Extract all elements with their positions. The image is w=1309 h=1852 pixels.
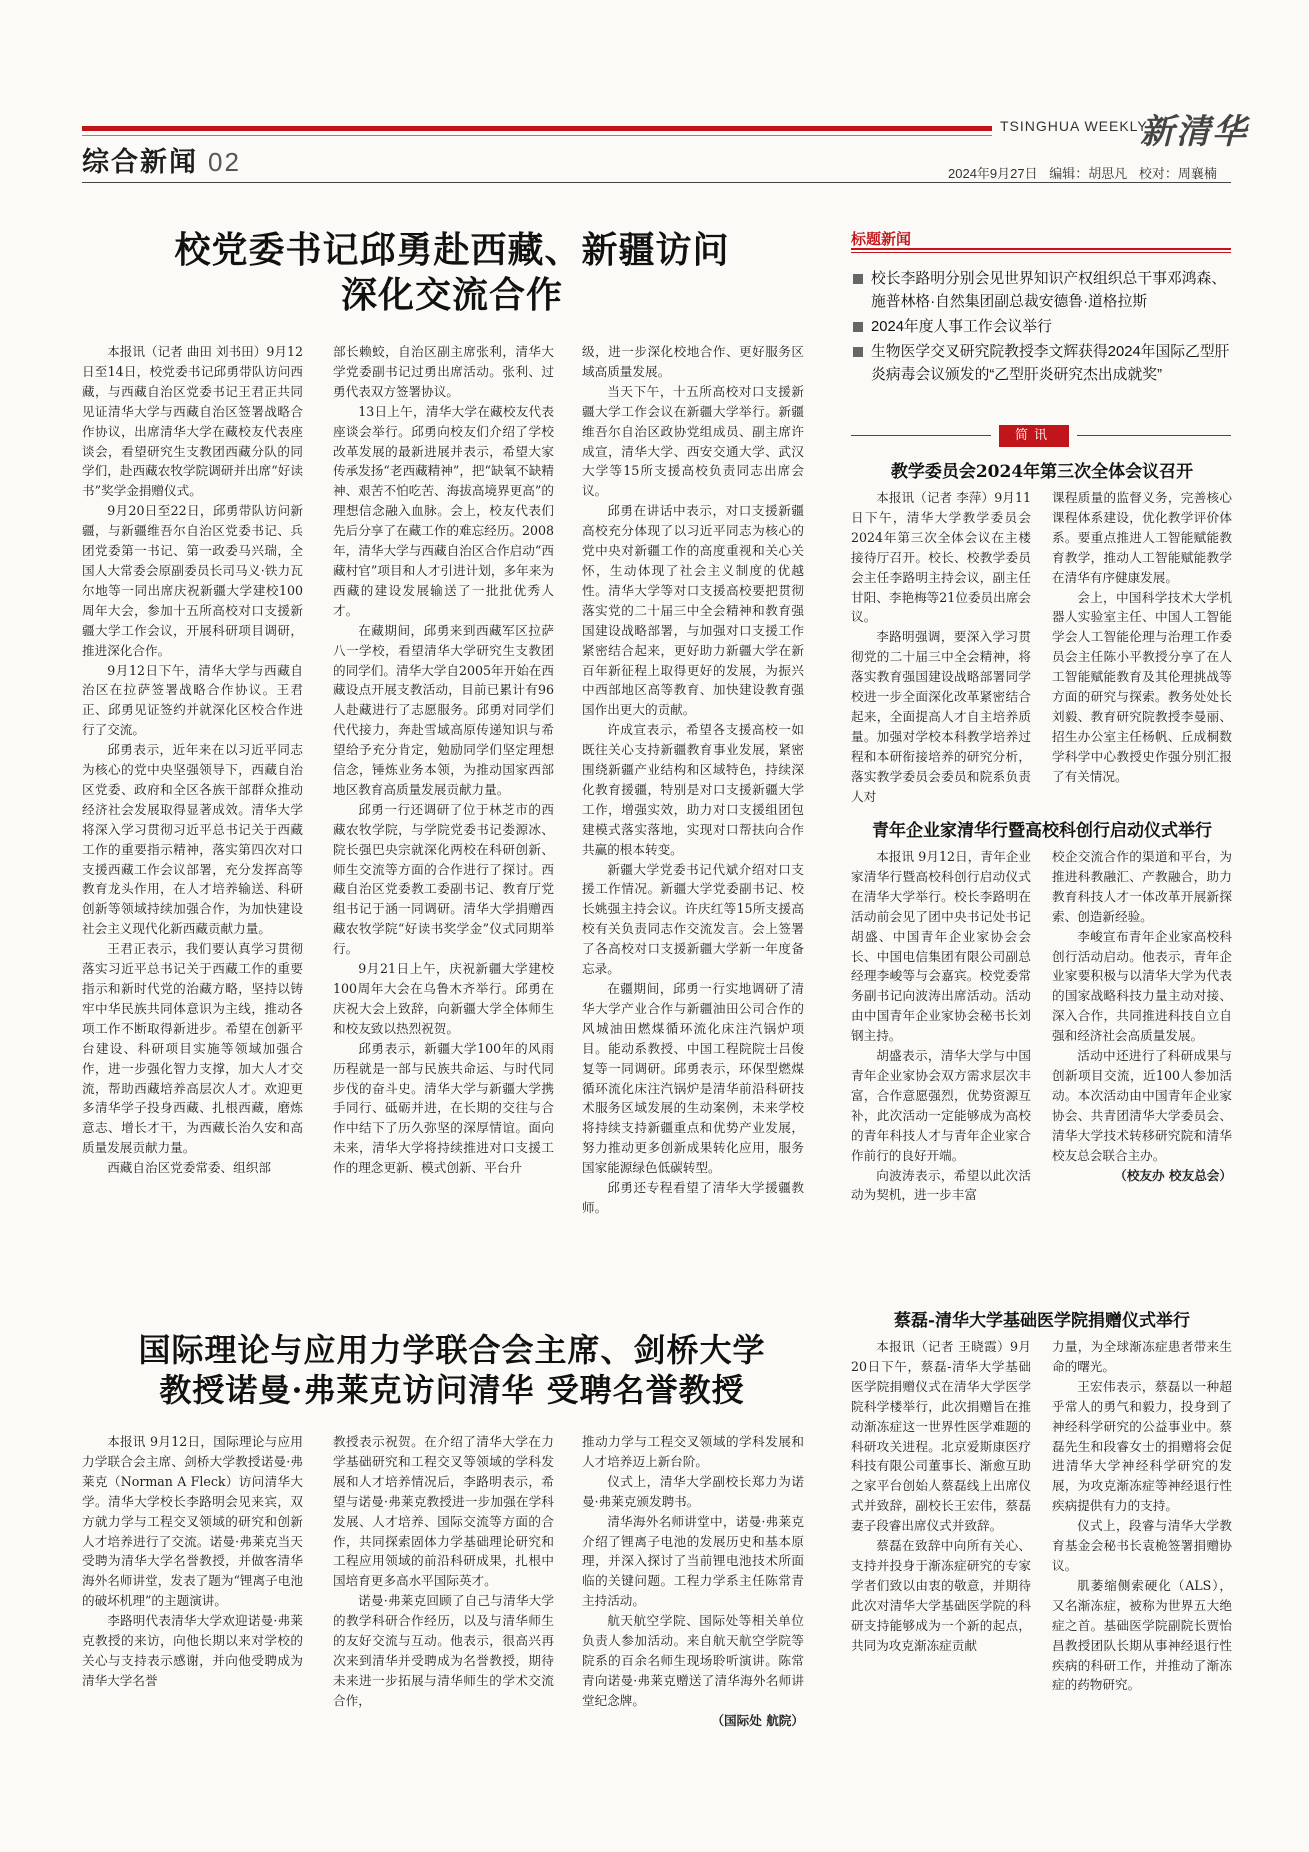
article2-column-3: [582, 1432, 804, 1842]
paragraph: 推动力学与工程交叉领域的学科发展和人才培养迈上新台阶。: [582, 1434, 804, 1469]
brief1-column-1: [851, 488, 1031, 808]
paragraph: 王君正表示，我们要认真学习贯彻落实习近平总书记关于西藏工作的重要指示和新时代党的治藏方略，坚持以铸牢中华民族共同体意识为主线，推动各项工作不断取得新进步。希望在创新平台建设、科研项目实施等领域加强合作，进一步强化智力支撑，加大人才交流，帮助西藏培养高层次人才。欢迎更多清华学子投身西藏、扎根西藏，磨炼意志、增长才干，为西藏长治久安和高质量发展贡献力量。: [82, 941, 303, 1156]
header-divider: [82, 182, 1231, 183]
headline-text: 2024年度人事工作会议举行: [871, 319, 1052, 335]
article1-column-1: [82, 342, 303, 1320]
article1-headline: [82, 228, 822, 318]
paragraph: 课程质量的监督义务，完善核心课程体系建设，优化教学评价体系。要重点推进人工智能赋能教育教学，推动人工智能赋能教学在清华有序健康发展。: [1052, 490, 1232, 585]
brief1-title: 教学委员会2024年第三次全体会议召开: [890, 462, 1194, 482]
paragraph: 李路明代表清华大学欢迎诺曼·弗莱克教授的来访，向他长期以来对学校的关心与支持表示感谢，并向他受聘成为清华大学名誉: [82, 1613, 303, 1688]
paragraph: 王宏伟表示，蔡磊以一种超乎常人的勇气和毅力，投身到了神经科学研究的公益事业中。蔡磊先生和段睿女士的捐赠将会促进清华大学神经科学研究的发展，为攻克渐冻症等神经退行性疾病提供有力的支持。: [1052, 1378, 1232, 1514]
section-title: [82, 140, 241, 179]
square-bullet-icon: [853, 347, 863, 357]
article1-title-line1: 校党委书记邱勇赴西藏、新疆访问: [174, 229, 730, 271]
headline-text: 生物医学交叉研究院教授李文辉获得2024年国际乙型肝炎病毒会议颁发的“乙型肝炎研究杰出成就奖”: [871, 344, 1230, 383]
article2-headline: [82, 1330, 822, 1410]
brief2-column-2: [1052, 847, 1232, 1307]
brief3-title: 蔡磊-清华大学基础医学院捐赠仪式举行: [893, 1311, 1191, 1331]
paragraph: 李路明强调，要深入学习贯彻党的二十届三中全会精神，将落实教育强国建设战略部署同学校进一步全面深化改革紧密结合起来，全面提高人才自主培养质量。加强对学校本科教学培养过程和本研衔接培养的研究分析，落实教学委员会委员和院系负责人对: [851, 629, 1031, 804]
paragraph: 诺曼·弗莱克回顾了自己与清华大学的教学科研合作经历，以及与清华师生的友好交流与互动。他表示，很高兴再次来到清华并受聘成为名誉教授，期待未来进一步拓展与清华师生的学术交流合作，: [333, 1593, 554, 1708]
article2-column-1: [82, 1432, 303, 1842]
brief-divider-right: [1077, 435, 1231, 436]
article2-credit: （国际处 航院）: [711, 1712, 804, 1728]
paragraph: 本报讯 9月12日，青年企业家清华行暨高校科创行启动仪式在清华大学举行。校长李路明在活动前会见了团中央书记处书记胡盛、中国青年企业家协会会长、中国电信集团有限公司副总经理李峻等与会嘉宾。校党委常务副书记向波涛出席活动。活动由中国青年企业家协会秘书长刘钢主持。: [851, 849, 1031, 1044]
paragraph: 李峻宣布青年企业家高校科创行活动启动。他表示，青年企业家要积极与以清华大学为代表的国家战略科技力量主动对接、深入合作，共同推进科技自立自强和经济社会高质量发展。: [1052, 928, 1232, 1044]
brief3-column-1: [851, 1337, 1031, 1842]
paragraph: 13日上午，清华大学在藏校友代表座谈会举行。邱勇向校友们介绍了学校改革发展的最新进展并表示，希望大家传承发扬“老西藏精神”，把“缺氧不缺精神、艰苦不怕吃苦、海拔高境界更高”的理想信念融入血脉。会上，校友代表们先后分享了在藏工作的难忘经历。2008年，清华大学与西藏自治区合作启动“西藏村官”项目和人才引进计划，多年来为西藏的建设发展输送了一批批优秀人才。: [333, 403, 554, 618]
paragraph: 新疆大学党委书记代斌介绍对口支援工作情况。新疆大学党委副书记、校长姚强主持会议。许庆红等15所支援高校有关负责同志作交流发言。会上签署了各高校对口支援新疆大学新一年度备忘录。: [582, 861, 804, 977]
paragraph: 本报讯 9月12日，国际理论与应用力学联合会主席、剑桥大学教授诺曼·弗莱克（Norman A Fleck）访问清华大学。清华大学校长李路明会见来宾，双方就力学与工程交叉领域的研究和创新人才培养进行了交流。诺曼·弗莱克当天受聘为清华大学名誉教授，并做客清华海外名师讲堂，发表了题为“锂离子电池的破坏机理”的主题演讲。: [82, 1434, 303, 1609]
headline-news-heading: 标题新闻: [851, 231, 912, 248]
brief2-title: 青年企业家清华行暨高校科创行启动仪式举行: [872, 821, 1212, 841]
header-red-rule: [82, 126, 992, 131]
paragraph: 仪式上，清华大学副校长郑力为诺曼·弗莱克颁发聘书。: [582, 1473, 804, 1509]
list-item[interactable]: [851, 316, 1233, 339]
paragraph: 许成宣表示，希望各支援高校一如既往关心支持新疆教育事业发展，紧密围绕新疆产业结构和区域特色，持续深化教育援疆，特别是对口支援新疆大学工作，增强实效，助力对口支援组团包建模式落实落地，实现对口帮扶向合作共赢的根本转变。: [582, 722, 804, 857]
sidebar-rule-thin: [851, 252, 1231, 253]
paragraph: 邱勇一行还调研了位于林芝市的西藏农牧学院，与学院党委书记娄源冰、院长强巴央宗就深化两校在科研创新、师生交流等方面的合作进行了探讨。西藏自治区党委教工委副书记、教育厅党组书记于涵一同调研。清华大学捐赠西藏农牧学院“好读书奖学金”仪式同期举行。: [333, 801, 554, 957]
headline-text: 校长李路明分别会见世界知识产权组织总干事邓鸿森、施普林格·自然集团副总裁安德鲁·道格拉斯: [871, 271, 1227, 310]
brand-logo: 新清华: [1140, 112, 1248, 152]
headline-news-list: [851, 268, 1233, 389]
paragraph: 向波涛表示，希望以此次活动为契机，进一步丰富: [851, 1167, 1031, 1203]
paragraph: 9月21日上午，庆祝新疆大学建校100周年大会在乌鲁木齐举行。邱勇在庆祝大会上致辞，向新疆大学全体师生和校友致以热烈祝贺。: [333, 961, 554, 1036]
paragraph: 清华海外名师讲堂中，诺曼·弗莱克介绍了锂离子电池的发展历史和基本原理，并深入探讨了当前锂电池技术所面临的关键问题。工程力学系主任陈常青主持活动。: [582, 1513, 804, 1609]
brief2-column-1: [851, 847, 1031, 1307]
brief-divider-left: [851, 435, 991, 436]
article1-column-2: [333, 342, 554, 1320]
section-name: 综合新闻: [82, 147, 198, 178]
paragraph: 9月20日至22日，邱勇带队访问新疆，与新疆维吾尔自治区党委书记、兵团党委第一书记、第一政委马兴瑞，全国人大常委会原副委员长司马义·铁力瓦尔地等一同出席庆祝新疆大学建校100周年大会，参加十五所高校对口支援新疆大学工作会议，开展科研项目调研，推进深化合作。: [82, 503, 303, 658]
paragraph: 9月12日下午，清华大学与西藏自治区在拉萨签署战略合作协议。王君正、邱勇见证签约并就深化区校合作进行了交流。: [82, 662, 303, 738]
header-gray-rule: [82, 135, 992, 136]
paragraph: 部长赖蛟，自治区副主席张利，清华大学党委副书记过勇出席活动。张利、过勇代表双方签署协议。: [333, 344, 554, 399]
proofreader: 校对：周襄楠: [1138, 166, 1217, 181]
brief1-column-2: [1052, 488, 1232, 808]
dateline: [948, 163, 1217, 182]
paragraph: 教授表示祝贺。在介绍了清华大学在力学基础研究和工程交叉等领域的学科发展和人才培养情况后，李路明表示，希望与诺曼·弗莱克教授进一步加强在学科发展、人才培养、国际交流等方面的合作，共同探索固体力学基础理论研究和工程应用领域的前沿科研成果，扎根中国培育更多高水平国际英才。: [333, 1434, 554, 1589]
paragraph: 在藏期间，邱勇来到西藏军区拉萨八一学校，看望清华大学研究生支教团的同学们。清华大学自2005年开始在西藏设点开展支教活动，目前已累计有96人赴藏进行了志愿服务。邱勇对同学们代代接力，奔赴雪域高原传递知识与希望给予充分肯定，勉励同学们坚定理想信念，锤炼业务本领，为推动国家西部地区教育高质量发展贡献力量。: [333, 622, 554, 797]
list-item[interactable]: [851, 268, 1233, 314]
paragraph: 级，进一步深化校地合作、更好服务区域高质量发展。: [582, 344, 804, 379]
paragraph: 本报讯（记者 李萍）9月11日下午，清华大学教学委员会2024年第三次全体会议在主楼接待厅召开。校长、校教学委员会主任李路明主持会议，副主任甘阳、李艳梅等21位委员出席会议。: [851, 490, 1031, 625]
paragraph: 邱勇表示，新疆大学100年的风雨历程就是一部与民族共命运、与时代同步伐的奋斗史。清华大学与新疆大学携手同行、砥砺并进，在长期的交往与合作中结下了历久弥坚的深厚情谊。面向未来，清华大学将持续推进对口支援工作的理念更新、模式创新、平台升: [333, 1040, 554, 1176]
paragraph: 活动中还进行了科研成果与创新项目交流，近100人参加活动。本次活动由中国青年企业家协会、共青团清华大学委员会、清华大学技术转移研究院和清华校友总会联合主办。: [1052, 1048, 1232, 1163]
page-number: 02: [208, 147, 241, 177]
paragraph: 在疆期间，邱勇一行实地调研了清华大学产业合作与新疆油田公司合作的风城油田燃煤循环流化床注汽锅炉项目。能动系教授、中国工程院院士吕俊复等一同调研。邱勇表示，环保型燃煤循环流化床注汽锅炉是清华前沿科研技术服务区域发展的生动案例，未来学校将持续支持新疆重点和优势产业发展，努力推动更多创新成果转化应用，服务国家能源绿色低碳转型。: [582, 981, 804, 1176]
paragraph: 邱勇在讲话中表示，对口支援新疆高校充分体现了以习近平同志为核心的党中央对新疆工作的高度重视和关心关怀，生动体现了社会主义制度的优越性。清华大学等对口支援高校要把贯彻落实党的二十届三中全会精神和教育强国建设战略部署，与加强对口支援工作紧密结合起来，更好助力新疆大学在新百年新征程上取得更好的发展，为振兴中西部地区高等教育、加快建设教育强国作出更大的贡献。: [582, 503, 804, 718]
paragraph: 本报讯（记者 曲田 刘书田）9月12日至14日，校党委书记邱勇带队访问西藏，与西藏自治区党委书记王君正共同见证清华大学与西藏自治区签署战略合作协议，出席清华大学在藏校友代表座谈会，看望研究生支教团西藏分队的同学们，赴西藏农牧学院调研并出席“好读书”奖学金捐赠仪式。: [82, 344, 303, 499]
list-item[interactable]: [851, 341, 1233, 387]
brief2-credit: （校友办 校友总会）: [1114, 1167, 1232, 1183]
brief3-column-2: [1052, 1337, 1232, 1842]
article2-title-line1: 国际理论与应用力学联合会主席、剑桥大学: [138, 1331, 766, 1369]
paragraph: 蔡磊在致辞中向所有关心、支持并投身于渐冻症研究的专家学者们致以由衷的敬意，并期待此次对清华大学基础医学院的科研支持能够成为一个新的起点，共同为攻克渐冻症贡献: [851, 1538, 1031, 1653]
paragraph: 邱勇还专程看望了清华大学援疆教师。: [582, 1180, 804, 1215]
paragraph: 邱勇表示，近年来在以习近平同志为核心的党中央坚强领导下，西藏自治区党委、政府和全区各族干部群众推动经济社会发展取得显著成效。清华大学将深入学习贯彻习近平总书记关于西藏工作的重要指示精神，落实第四次对口支援西藏工作会议部署，充分发挥高等教育龙头作用，在人才培养输送、科研创新等领域持续加强合作，为加快建设社会主义现代化新西藏贡献力量。: [82, 742, 303, 937]
issue-date: 2024年9月27日: [948, 166, 1038, 181]
article2-title-line2: 教授诺曼·弗莱克访问清华 受聘名誉教授: [159, 1371, 745, 1409]
paragraph: 当天下午，十五所高校对口支援新疆大学工作会议在新疆大学举行。新疆维吾尔自治区政协党组成员、副主席许成宣，清华大学、西安交通大学、武汉大学等15所支援高校负责同志出席会议。: [582, 383, 804, 499]
article1-title-line2: 深化交流合作: [340, 274, 563, 316]
paragraph: 会上，中国科学技术大学机器人实验室主任、中国人工智能学会人工智能伦理与治理工作委员会主任陈小平教授分享了在人工智能赋能教育及其伦理挑战等方面的研究与探索。教务处处长刘毅、教育研究院教授李曼丽、招生办公室主任杨帆、丘成桐数学科学中心教授史作强分别汇报了有关情况。: [1052, 589, 1232, 784]
square-bullet-icon: [853, 322, 863, 332]
brief-label: 简讯: [999, 425, 1069, 447]
paragraph: 肌萎缩侧索硬化（ALS），又名渐冻症，被称为世界五大绝症之首。基础医学院副院长贾怡昌教授团队长期从事神经退行性疾病的科研工作，并推动了渐冻症的药物研究。: [1052, 1577, 1232, 1693]
paragraph: 力量，为全球渐冻症患者带来生命的曙光。: [1052, 1339, 1232, 1374]
editor: 编辑：胡思凡: [1049, 166, 1128, 181]
sidebar-rule: [851, 248, 1231, 250]
paragraph: 仪式上，段睿与清华大学教育基金会秘书长袁桅签署捐赠协议。: [1052, 1518, 1232, 1573]
article1-column-3: [582, 342, 804, 1320]
article2-column-2: [333, 1432, 554, 1842]
paragraph: 胡盛表示，清华大学与中国青年企业家协会双方需求层次丰富，合作意愿强烈，优势资源互补，此次活动一定能够成为高校的青年科技人才与青年企业家合作前行的良好开端。: [851, 1048, 1031, 1163]
paragraph: 本报讯（记者 王晓霞）9月20日下午，蔡磊-清华大学基础医学院捐赠仪式在清华大学医学院科学楼举行，此次捐赠旨在推动渐冻症这一世界性医学难题的科研攻关进程。北京爱斯康医疗科技有限公司董事长、渐愈互助之家平台创始人蔡磊线上出席仪式并致辞，副校长王宏伟，蔡磊妻子段睿出席仪式并致辞。: [851, 1339, 1031, 1534]
paragraph: 西藏自治区党委常委、组织部: [107, 1160, 271, 1176]
paragraph: 校企交流合作的渠道和平台，为推进科教融汇、产教融合，助力教育科技人才一体改革开展新探索、创造新经验。: [1052, 849, 1232, 924]
square-bullet-icon: [853, 274, 863, 284]
brand-english: TSINGHUA WEEKLY: [1000, 118, 1148, 134]
paragraph: 航天航空学院、国际处等相关单位负责人参加活动。来自航天航空学院等院系的百余名师生现场聆听演讲。陈常青向诺曼·弗莱克赠送了清华海外名师讲堂纪念牌。: [582, 1613, 804, 1708]
